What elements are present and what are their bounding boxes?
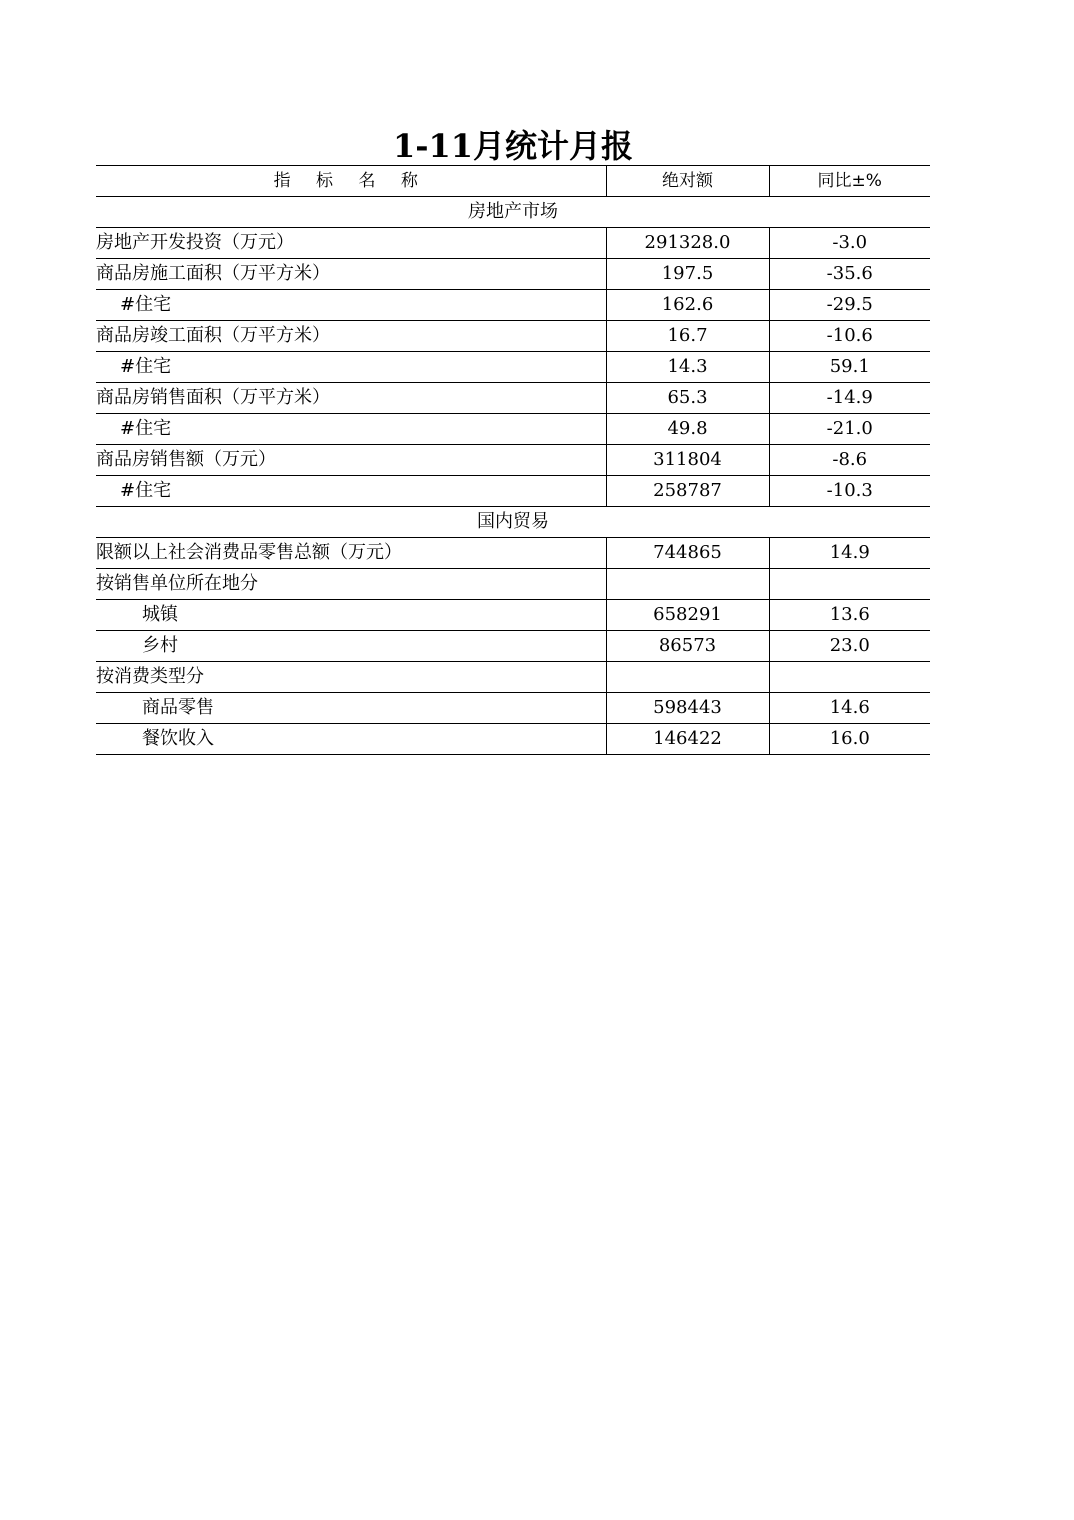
table-row — [96, 600, 930, 631]
row-absolute-value: 311804 — [606, 445, 769, 476]
row-yoy-change: -8.6 — [769, 445, 930, 476]
row-label: 限额以上社会消费品零售总额（万元） — [96, 538, 606, 569]
row-yoy-change: -35.6 — [769, 259, 930, 290]
row-label: 餐饮收入 — [96, 724, 606, 755]
row-label: #住宅 — [96, 290, 606, 321]
row-absolute-value: 598443 — [606, 693, 769, 724]
row-yoy-change — [769, 662, 930, 693]
row-yoy-change: -21.0 — [769, 414, 930, 445]
row-absolute-value: 658291 — [606, 600, 769, 631]
row-absolute-value: 197.5 — [606, 259, 769, 290]
row-yoy-change: 14.9 — [769, 538, 930, 569]
table-row — [96, 259, 930, 290]
row-yoy-change: 59.1 — [769, 352, 930, 383]
header-indicator-name: 指 标 名 称 — [96, 166, 606, 197]
row-yoy-change: -10.3 — [769, 476, 930, 507]
row-absolute-value: 14.3 — [606, 352, 769, 383]
row-absolute-value: 162.6 — [606, 290, 769, 321]
row-yoy-change: 14.6 — [769, 693, 930, 724]
row-label: #住宅 — [96, 352, 606, 383]
row-label: 商品房竣工面积（万平方米） — [96, 321, 606, 352]
row-absolute-value: 744865 — [606, 538, 769, 569]
row-yoy-change: 23.0 — [769, 631, 930, 662]
header-yoy-change: 同比±% — [769, 166, 930, 197]
row-yoy-change: 13.6 — [769, 600, 930, 631]
row-absolute-value: 291328.0 — [606, 228, 769, 259]
table-row — [96, 290, 930, 321]
row-absolute-value — [606, 569, 769, 600]
row-absolute-value: 65.3 — [606, 383, 769, 414]
row-absolute-value: 49.8 — [606, 414, 769, 445]
row-label: 城镇 — [96, 600, 606, 631]
table-row — [96, 724, 930, 755]
table-row — [96, 662, 930, 693]
row-label: 商品房销售面积（万平方米） — [96, 383, 606, 414]
table-row — [96, 445, 930, 476]
row-absolute-value: 146422 — [606, 724, 769, 755]
row-absolute-value: 86573 — [606, 631, 769, 662]
section-title: 房地产市场 — [96, 197, 930, 228]
section-row-domestic-trade — [96, 507, 930, 538]
row-yoy-change: 16.0 — [769, 724, 930, 755]
header-absolute-value: 绝对额 — [606, 166, 769, 197]
table-row — [96, 228, 930, 259]
row-yoy-change: -10.6 — [769, 321, 930, 352]
row-label: 乡村 — [96, 631, 606, 662]
row-label: #住宅 — [96, 476, 606, 507]
row-absolute-value: 258787 — [606, 476, 769, 507]
table-row — [96, 693, 930, 724]
table-row — [96, 383, 930, 414]
row-label: 房地产开发投资（万元） — [96, 228, 606, 259]
table-row — [96, 352, 930, 383]
report-title: 1-11月统计月报 — [392, 127, 634, 165]
table-row — [96, 476, 930, 507]
row-label: 按消费类型分 — [96, 662, 606, 693]
table-header-row — [96, 166, 930, 197]
row-yoy-change: -14.9 — [769, 383, 930, 414]
row-label: #住宅 — [96, 414, 606, 445]
row-yoy-change: -29.5 — [769, 290, 930, 321]
row-absolute-value — [606, 662, 769, 693]
row-yoy-change — [769, 569, 930, 600]
section-title: 国内贸易 — [96, 507, 930, 538]
row-label: 按销售单位所在地分 — [96, 569, 606, 600]
table-row — [96, 321, 930, 352]
row-absolute-value: 16.7 — [606, 321, 769, 352]
table-row — [96, 569, 930, 600]
table-row — [96, 414, 930, 445]
statistics-table — [96, 165, 930, 755]
row-label: 商品房施工面积（万平方米） — [96, 259, 606, 290]
table-row — [96, 631, 930, 662]
row-label: 商品零售 — [96, 693, 606, 724]
table-row — [96, 538, 930, 569]
row-yoy-change: -3.0 — [769, 228, 930, 259]
section-row-real-estate — [96, 197, 930, 228]
row-label: 商品房销售额（万元） — [96, 445, 606, 476]
